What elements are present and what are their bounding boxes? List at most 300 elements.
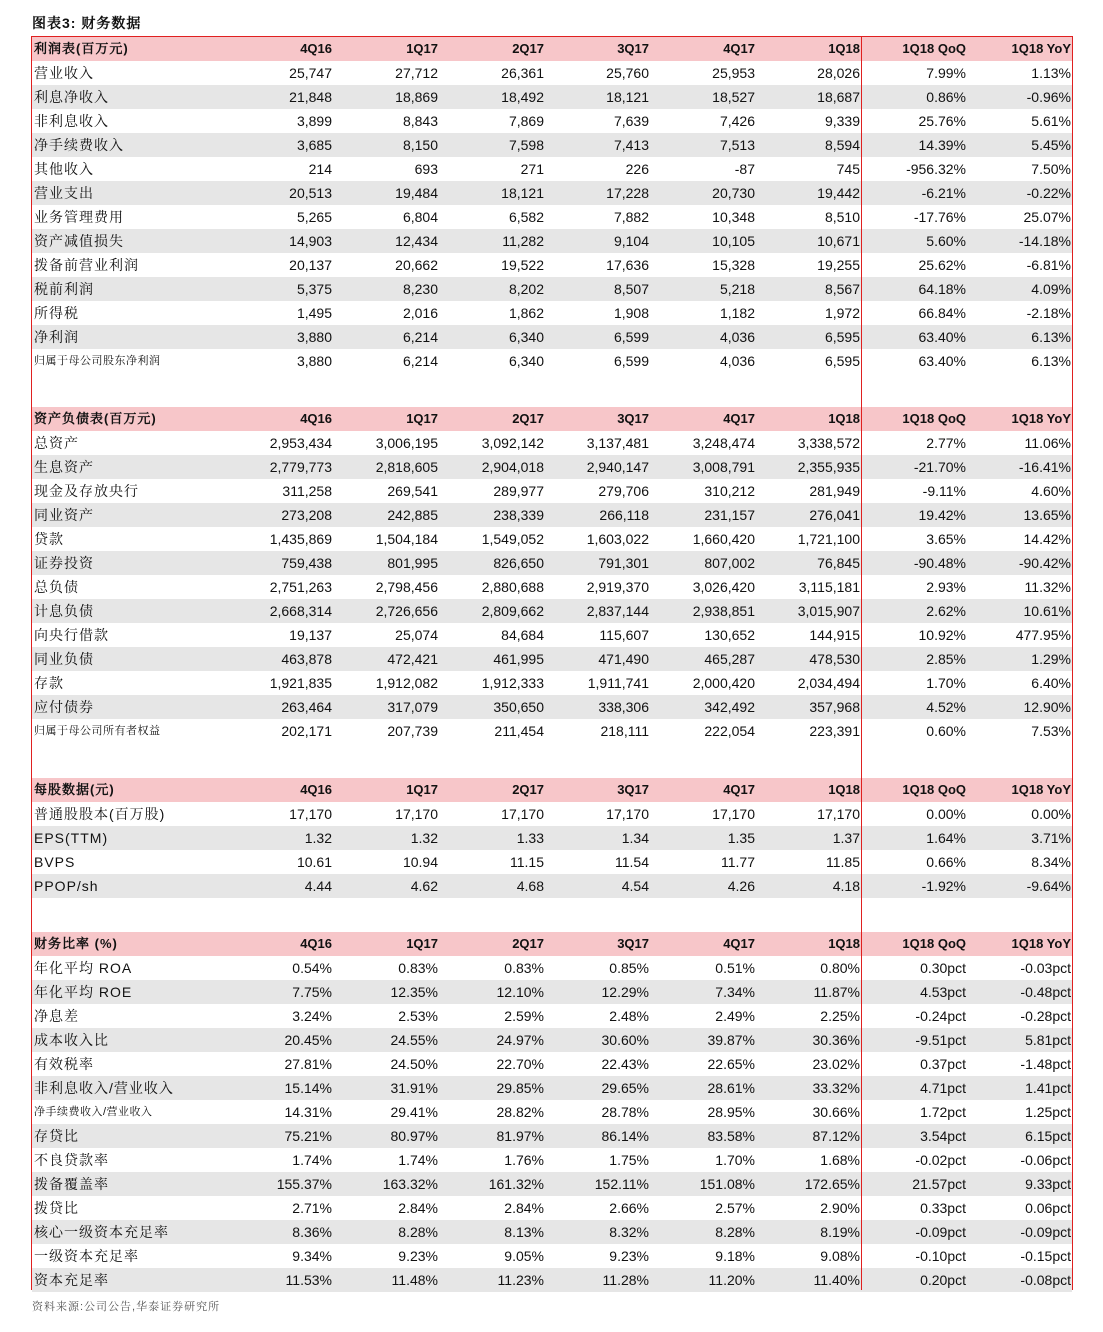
table-cell: 11.15 — [510, 854, 544, 870]
table-cell: -0.09pct — [915, 1224, 966, 1240]
table-cell: 11.20% — [708, 1272, 755, 1288]
table-cell: -6.81% — [1026, 257, 1071, 273]
table-cell: 6.40% — [1031, 675, 1071, 691]
table-cell: 7.50% — [1031, 161, 1071, 177]
column-header: 1Q17 — [406, 41, 438, 56]
table-cell: 8.34% — [1031, 854, 1071, 870]
table-cell: 6.15pct — [1025, 1128, 1071, 1144]
table-cell: 8.13% — [504, 1224, 544, 1240]
table-cell: 15,328 — [712, 257, 755, 273]
table-row — [32, 575, 1072, 599]
table-cell: 263,464 — [281, 699, 332, 715]
table-cell: 11.28% — [602, 1272, 649, 1288]
table-row — [32, 527, 1072, 551]
table-cell: 1.25pct — [1025, 1104, 1071, 1120]
table-cell: 11.85 — [826, 854, 860, 870]
table-cell: 9.23% — [609, 1248, 649, 1264]
table-cell: 19.42% — [918, 507, 966, 523]
column-header: 3Q17 — [617, 782, 649, 797]
row-label: 一级资本充足率 — [34, 1248, 139, 1264]
table-cell: 6,599 — [613, 353, 649, 369]
table-cell: 2,779,773 — [269, 459, 332, 475]
table-cell: -956.32% — [906, 161, 966, 177]
table-cell: 19,137 — [289, 627, 332, 643]
row-label: 净手续费收入 — [34, 137, 124, 153]
table-cell: 9.18% — [715, 1248, 755, 1264]
table-cell: 281,949 — [809, 483, 860, 499]
table-cell: 1.64% — [926, 830, 966, 846]
table-cell: 5,218 — [719, 281, 755, 297]
table-cell: 338,306 — [598, 699, 649, 715]
row-label: EPS(TTM) — [34, 830, 109, 846]
table-cell: 10.61% — [1023, 603, 1071, 619]
table-cell: 11.54 — [615, 854, 649, 870]
table-cell: 5,375 — [296, 281, 332, 297]
table-cell: 342,492 — [704, 699, 755, 715]
table-cell: 6,340 — [508, 329, 544, 345]
column-header: 1Q18 — [828, 411, 860, 426]
row-label: 资本充足率 — [34, 1272, 109, 1288]
table-cell: 25,953 — [712, 65, 755, 81]
table-cell: 4,036 — [719, 329, 755, 345]
table-row — [32, 1076, 1072, 1100]
table-cell: 9.08% — [820, 1248, 860, 1264]
table-row — [32, 956, 1072, 980]
table-cell: -0.22% — [1026, 185, 1071, 201]
table-cell: 21,848 — [289, 89, 332, 105]
table-cell: 81.97% — [496, 1128, 544, 1144]
table-cell: 218,111 — [600, 723, 649, 739]
table-cell: 0.06pct — [1025, 1200, 1071, 1216]
table-cell: 6,595 — [824, 353, 860, 369]
table-row — [32, 802, 1072, 826]
table-cell: -0.15pct — [1020, 1248, 1071, 1264]
table-cell: 30.36% — [812, 1032, 860, 1048]
table-cell: 10,105 — [712, 233, 755, 249]
table-cell: 2.59% — [504, 1008, 544, 1024]
table-cell: 151.08% — [699, 1176, 755, 1192]
table-cell: 8.28% — [398, 1224, 438, 1240]
table-cell: 20,730 — [712, 185, 755, 201]
table-row — [32, 1124, 1072, 1148]
table-cell: 4.09% — [1031, 281, 1071, 297]
table-cell: 214 — [308, 161, 332, 177]
table-cell: 84,684 — [501, 627, 544, 643]
table-cell: 2,751,263 — [269, 579, 332, 595]
table-cell: 2.84% — [504, 1200, 544, 1216]
table-cell: 1.32 — [304, 830, 332, 846]
table-cell: 3,006,195 — [375, 435, 438, 451]
column-divider — [861, 36, 862, 1290]
row-label: BVPS — [34, 854, 76, 870]
table-cell: 30.66% — [812, 1104, 860, 1120]
section-header-row — [32, 932, 1072, 956]
table-cell: -90.48% — [913, 555, 966, 571]
table-cell: 63.40% — [918, 353, 966, 369]
row-label: 贷款 — [34, 531, 64, 547]
table-cell: 477.95% — [1015, 627, 1071, 643]
table-cell: 238,339 — [493, 507, 544, 523]
table-cell: 3,880 — [296, 353, 332, 369]
section-title: 每股数据(元) — [34, 782, 115, 797]
table-cell: 24.50% — [390, 1056, 438, 1072]
column-header: 1Q18 QoQ — [902, 782, 966, 797]
table-row — [32, 253, 1072, 277]
table-cell: 471,490 — [598, 651, 649, 667]
table-cell: 15.14% — [284, 1080, 332, 1096]
table-cell: -0.03pct — [1020, 960, 1071, 976]
column-header: 4Q16 — [300, 936, 332, 951]
table-cell: 3,338,572 — [797, 435, 860, 451]
table-cell: 1,504,184 — [375, 531, 438, 547]
table-cell: 25,747 — [289, 65, 332, 81]
table-cell: 211,454 — [494, 723, 544, 739]
table-row — [32, 1004, 1072, 1028]
table-row — [32, 205, 1072, 229]
table-cell: 161.32% — [488, 1176, 544, 1192]
row-label: 向央行借款 — [34, 627, 109, 643]
table-cell: 17,170 — [395, 806, 438, 822]
table-cell: 1.76% — [504, 1152, 544, 1168]
table-cell: 12.90% — [1023, 699, 1071, 715]
row-label: 净息差 — [34, 1008, 79, 1024]
table-row — [32, 695, 1072, 719]
table-cell: 2.84% — [398, 1200, 438, 1216]
table-cell: 310,212 — [704, 483, 755, 499]
table-cell: 6.13% — [1031, 353, 1071, 369]
table-cell: 1,495 — [296, 305, 332, 321]
table-cell: 461,995 — [493, 651, 544, 667]
table-cell: 10.61 — [296, 854, 332, 870]
table-cell: 86.14% — [601, 1128, 649, 1144]
table-cell: 1,862 — [508, 305, 544, 321]
table-cell: 6,340 — [508, 353, 544, 369]
table-cell: 8,202 — [508, 281, 544, 297]
table-row — [32, 1268, 1072, 1292]
table-row — [32, 551, 1072, 575]
column-header: 4Q17 — [723, 411, 755, 426]
table-cell: 87.12% — [812, 1128, 860, 1144]
table-cell: 4.54 — [621, 878, 649, 894]
table-cell: 9,104 — [613, 233, 649, 249]
table-row — [32, 1052, 1072, 1076]
table-cell: 8,567 — [824, 281, 860, 297]
table-cell: 4.44 — [304, 878, 332, 894]
table-cell: 2.77% — [926, 435, 966, 451]
table-cell: 18,687 — [817, 89, 860, 105]
table-cell: 17,170 — [606, 806, 649, 822]
table-cell: 3,092,142 — [481, 435, 544, 451]
table-cell: 17,170 — [501, 806, 544, 822]
column-header: 1Q18 YoY — [1011, 782, 1071, 797]
table-cell: 1.68% — [820, 1152, 860, 1168]
row-label: 证券投资 — [34, 555, 94, 571]
table-cell: 83.58% — [707, 1128, 755, 1144]
table-cell: 2,355,935 — [797, 459, 860, 475]
column-header: 2Q17 — [512, 936, 544, 951]
table-cell: 3,880 — [296, 329, 332, 345]
table-cell: 12.10% — [496, 984, 544, 1000]
table-cell: 6,595 — [824, 329, 860, 345]
section-table — [32, 932, 1072, 1292]
table-cell: 3,248,474 — [692, 435, 755, 451]
table-cell: 2,837,144 — [586, 603, 649, 619]
table-cell: 27,712 — [395, 65, 438, 81]
table-cell: -2.18% — [1026, 305, 1071, 321]
section-table — [32, 778, 1072, 898]
table-row — [32, 1148, 1072, 1172]
table-cell: 1.13% — [1031, 65, 1071, 81]
table-cell: 12,434 — [395, 233, 438, 249]
table-cell: 0.30pct — [920, 960, 966, 976]
table-cell: 2,919,370 — [586, 579, 649, 595]
row-label: 同业负债 — [34, 651, 94, 667]
table-row — [32, 157, 1072, 181]
table-cell: 19,255 — [817, 257, 860, 273]
table-cell: 5.81pct — [1025, 1032, 1071, 1048]
table-cell: 2.25% — [820, 1008, 860, 1024]
row-label: 成本收入比 — [34, 1032, 109, 1048]
table-cell: 350,650 — [493, 699, 544, 715]
table-cell: -0.48pct — [1020, 984, 1071, 1000]
table-cell: 9.23% — [398, 1248, 438, 1264]
section-table — [32, 407, 1072, 743]
table-cell: 1.70% — [715, 1152, 755, 1168]
table-cell: 2.49% — [715, 1008, 755, 1024]
table-cell: 9.34% — [292, 1248, 332, 1264]
table-cell: 463,878 — [281, 651, 332, 667]
table-cell: 1,435,869 — [269, 531, 332, 547]
table-cell: 28.61% — [707, 1080, 755, 1096]
table-cell: 0.33pct — [920, 1200, 966, 1216]
table-cell: 2,904,018 — [481, 459, 544, 475]
table-cell: 18,492 — [501, 89, 544, 105]
table-cell: 4.62 — [410, 878, 438, 894]
row-label: 年化平均 ROE — [34, 984, 133, 1000]
table-cell: 28.82% — [496, 1104, 544, 1120]
table-row — [32, 109, 1072, 133]
column-header: 4Q16 — [300, 782, 332, 797]
row-label: 拨贷比 — [34, 1200, 79, 1216]
section-header-row — [32, 407, 1072, 431]
table-row — [32, 1100, 1072, 1124]
row-label: 非利息收入/营业收入 — [34, 1080, 174, 1096]
table-cell: -0.08pct — [1020, 1272, 1071, 1288]
table-cell: 6,214 — [402, 329, 438, 345]
table-cell: 1.29% — [1031, 651, 1071, 667]
table-cell: 7,598 — [508, 137, 544, 153]
table-cell: 4.26 — [727, 878, 755, 894]
table-cell: 18,527 — [712, 89, 755, 105]
row-label: 归属于母公司所有者权益 — [34, 725, 161, 737]
table-cell: 1.37 — [832, 830, 860, 846]
table-cell: 22.65% — [707, 1056, 755, 1072]
table-cell: 18,121 — [501, 185, 544, 201]
column-header: 1Q18 YoY — [1011, 41, 1071, 56]
table-cell: 289,977 — [493, 483, 544, 499]
table-cell: 11,282 — [502, 233, 544, 249]
table-cell: 807,002 — [704, 555, 755, 571]
table-cell: 273,208 — [281, 507, 332, 523]
table-cell: 801,995 — [387, 555, 438, 571]
table-cell: 10,671 — [817, 233, 860, 249]
table-cell: 155.37% — [276, 1176, 332, 1192]
table-cell: 1,921,835 — [269, 675, 332, 691]
row-label: 业务管理费用 — [34, 209, 124, 225]
table-cell: 0.83% — [504, 960, 544, 976]
table-cell: 30.60% — [601, 1032, 649, 1048]
table-cell: 759,438 — [281, 555, 332, 571]
column-header: 4Q17 — [723, 41, 755, 56]
table-cell: 3,026,420 — [692, 579, 755, 595]
table-cell: -9.51pct — [915, 1032, 966, 1048]
table-cell: 0.66% — [926, 854, 966, 870]
row-label: 不良贷款率 — [34, 1152, 109, 1168]
table-cell: 29.85% — [496, 1080, 544, 1096]
section-header-row — [32, 778, 1072, 802]
table-cell: 3,115,181 — [798, 579, 860, 595]
row-label: PPOP/sh — [34, 878, 99, 894]
table-cell: 2,938,851 — [692, 603, 755, 619]
table-cell: 5,265 — [296, 209, 332, 225]
table-cell: 33.32% — [812, 1080, 860, 1096]
table-cell: 1,908 — [613, 305, 649, 321]
table-cell: 0.00% — [1031, 806, 1071, 822]
table-row — [32, 133, 1072, 157]
table-cell: 2.90% — [820, 1200, 860, 1216]
table-cell: -90.42% — [1018, 555, 1071, 571]
row-label: 利息净收入 — [34, 89, 109, 105]
row-label: 归属于母公司股东净利润 — [34, 355, 161, 367]
table-cell: 1.34 — [621, 830, 649, 846]
table-cell: 14.31% — [284, 1104, 332, 1120]
table-cell: 0.54% — [292, 960, 332, 976]
table-row — [32, 1028, 1072, 1052]
table-cell: 2.85% — [926, 651, 966, 667]
table-cell: 80.97% — [390, 1128, 438, 1144]
table-cell: 7,513 — [719, 137, 755, 153]
table-cell: 24.55% — [390, 1032, 438, 1048]
table-cell: 64.18% — [918, 281, 966, 297]
table-cell: 2,726,656 — [375, 603, 438, 619]
table-cell: 7,426 — [719, 113, 755, 129]
table-cell: 2.48% — [609, 1008, 649, 1024]
table-cell: 791,301 — [598, 555, 649, 571]
table-cell: -21.70% — [913, 459, 966, 475]
table-cell: 18,121 — [606, 89, 649, 105]
column-header: 1Q18 — [828, 782, 860, 797]
table-cell: 76,845 — [817, 555, 860, 571]
table-cell: 22.43% — [601, 1056, 649, 1072]
table-row — [32, 850, 1072, 874]
row-label: 总资产 — [34, 435, 79, 451]
table-cell: 10,348 — [712, 209, 755, 225]
table-cell: 7,882 — [613, 209, 649, 225]
column-header: 4Q16 — [300, 411, 332, 426]
table-cell: 6.13% — [1031, 329, 1071, 345]
row-label: 生息资产 — [34, 459, 94, 475]
table-cell: -0.24pct — [915, 1008, 966, 1024]
column-header: 1Q17 — [406, 782, 438, 797]
row-label: 净手续费收入/营业收入 — [34, 1106, 153, 1118]
table-cell: 3,685 — [296, 137, 332, 153]
table-cell: 1.70% — [926, 675, 966, 691]
table-cell: 130,652 — [704, 627, 755, 643]
table-cell: 17,170 — [289, 806, 332, 822]
table-cell: 20,137 — [289, 257, 332, 273]
table-cell: 7.99% — [926, 65, 966, 81]
table-cell: 1.35 — [727, 830, 755, 846]
table-cell: 8,150 — [402, 137, 438, 153]
table-cell: 4,036 — [719, 353, 755, 369]
table-cell: 9.05% — [504, 1248, 544, 1264]
column-header: 4Q16 — [300, 41, 332, 56]
table-cell: 472,421 — [387, 651, 438, 667]
section-title: 利润表(百万元) — [34, 41, 129, 56]
table-cell: 7.75% — [292, 984, 332, 1000]
table-cell: 266,118 — [599, 507, 649, 523]
table-cell: 19,442 — [817, 185, 860, 201]
row-label: 拨备覆盖率 — [34, 1176, 109, 1192]
table-cell: 12.29% — [601, 984, 649, 1000]
table-cell: 31.91% — [390, 1080, 438, 1096]
row-label: 现金及存放央行 — [34, 483, 139, 499]
table-cell: 21.57pct — [912, 1176, 966, 1192]
table-cell: 3,015,907 — [797, 603, 860, 619]
table-cell: 2.66% — [609, 1200, 649, 1216]
table-cell: 8,230 — [402, 281, 438, 297]
table-cell: 17,636 — [606, 257, 649, 273]
section-title: 资产负债表(百万元) — [34, 411, 157, 426]
table-cell: 27.81% — [284, 1056, 332, 1072]
table-row — [32, 826, 1072, 850]
row-label: 营业支出 — [34, 185, 94, 201]
table-cell: 4.53pct — [920, 984, 966, 1000]
table-cell: 11.06% — [1024, 435, 1071, 451]
row-label: 计息负债 — [34, 603, 94, 619]
table-cell: 8,594 — [824, 137, 860, 153]
table-cell: 13.65% — [1023, 507, 1071, 523]
column-header: 2Q17 — [512, 782, 544, 797]
table-cell: 28,026 — [817, 65, 860, 81]
table-cell: 20.45% — [284, 1032, 332, 1048]
table-cell: 4.68 — [516, 878, 544, 894]
table-row — [32, 277, 1072, 301]
table-cell: 14,903 — [289, 233, 332, 249]
table-row — [32, 455, 1072, 479]
table-cell: 1.74% — [292, 1152, 332, 1168]
table-cell: 26,361 — [501, 65, 544, 81]
row-label: 资产减值损失 — [34, 233, 124, 249]
table-cell: 75.21% — [284, 1128, 332, 1144]
table-cell: 2,953,434 — [269, 435, 332, 451]
table-cell: 172.65% — [804, 1176, 860, 1192]
column-header: 4Q17 — [723, 936, 755, 951]
table-cell: 144,915 — [809, 627, 860, 643]
row-label: 其他收入 — [34, 161, 94, 177]
table-cell: 357,968 — [809, 699, 860, 715]
table-cell: 20,513 — [289, 185, 332, 201]
table-row — [32, 503, 1072, 527]
table-cell: 271 — [520, 161, 544, 177]
table-cell: 7,869 — [508, 113, 544, 129]
row-label: 净利润 — [34, 329, 79, 345]
column-header: 1Q18 — [828, 936, 860, 951]
table-cell: 29.41% — [390, 1104, 438, 1120]
table-cell: 11.23% — [497, 1272, 544, 1288]
table-cell: 28.78% — [601, 1104, 649, 1120]
table-cell: 222,054 — [704, 723, 755, 739]
